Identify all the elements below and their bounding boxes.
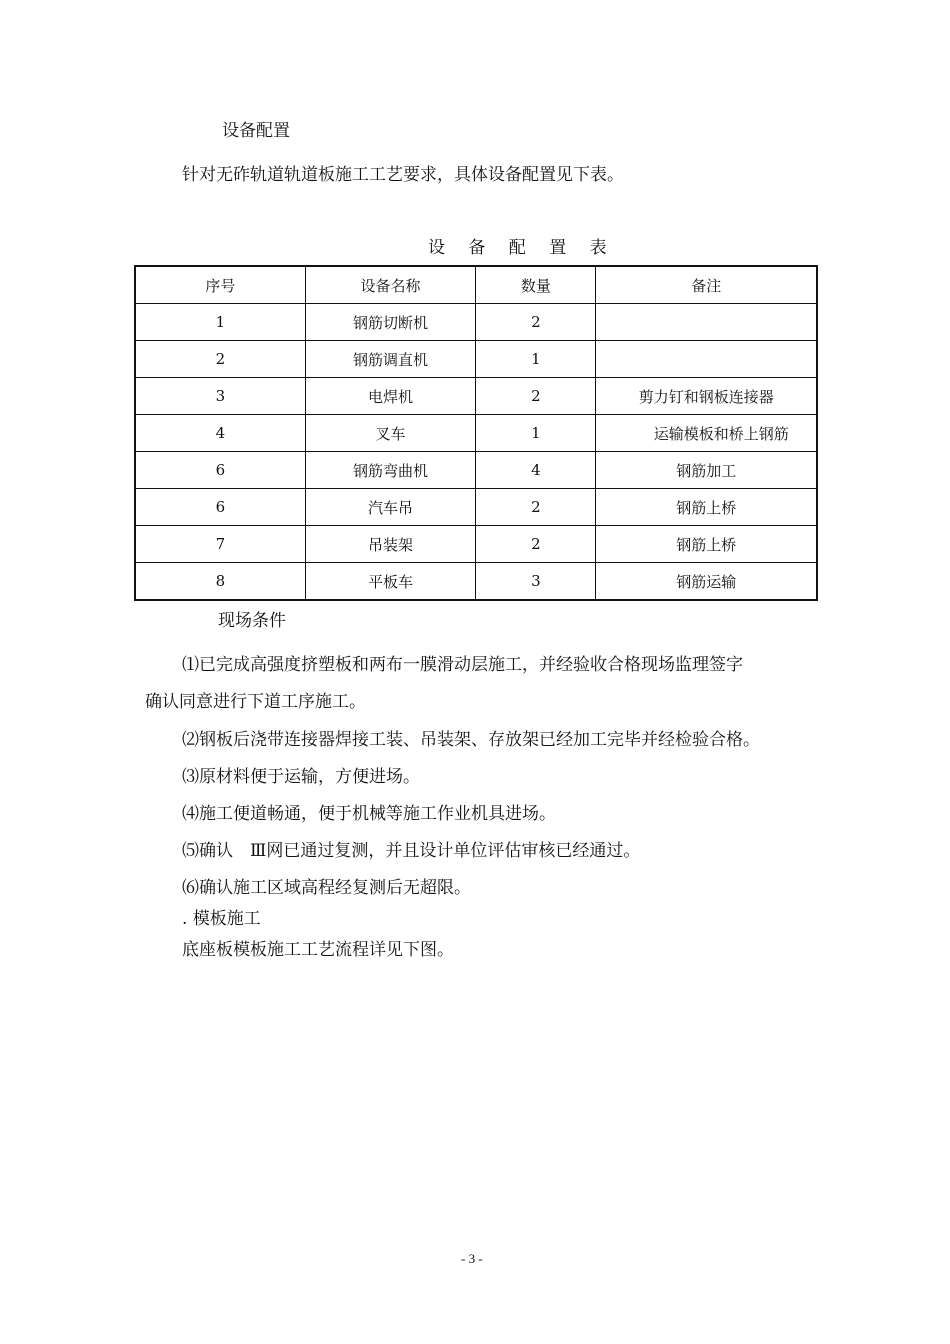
table-row xyxy=(135,489,817,526)
condition-item-1-continued: 确认同意进行下道工序施工。 xyxy=(145,692,366,712)
cell-quantity: 1 xyxy=(476,341,596,378)
cell-equipment-name: 汽车吊 xyxy=(305,489,476,526)
cell-quantity: 2 xyxy=(476,489,596,526)
cell-equipment-name: 平板车 xyxy=(305,563,476,601)
cell-quantity: 2 xyxy=(476,526,596,563)
header-equipment-name: 设备名称 xyxy=(305,266,476,304)
table-row xyxy=(135,452,817,489)
header-quantity: 数量 xyxy=(476,266,596,304)
section-heading-equipment: 设备配置 xyxy=(222,121,290,141)
cell-index: 2 xyxy=(135,341,305,378)
cell-quantity: 4 xyxy=(476,452,596,489)
table-row xyxy=(135,341,817,378)
condition-item-2: ⑵钢板后浇带连接器焊接工装、吊装架、存放架已经加工完毕并经检验合格。 xyxy=(182,730,760,750)
cell-index: 4 xyxy=(135,415,305,452)
table-row xyxy=(135,378,817,415)
section-heading-site-conditions: 现场条件 xyxy=(218,611,286,631)
cell-quantity: 2 xyxy=(476,378,596,415)
cell-equipment-name: 叉车 xyxy=(305,415,476,452)
table-row xyxy=(135,415,817,452)
cell-remarks xyxy=(596,304,817,341)
condition-item-5: ⑸确认 Ⅲ网已通过复测，并且设计单位评估审核已经通过。 xyxy=(182,841,641,861)
header-remarks: 备注 xyxy=(596,266,817,304)
intro-paragraph: 针对无砟轨道轨道板施工工艺要求，具体设备配置见下表。 xyxy=(182,165,624,185)
table-row xyxy=(135,563,817,601)
cell-equipment-name: 电焊机 xyxy=(305,378,476,415)
cell-index: 6 xyxy=(135,452,305,489)
table-header-row xyxy=(135,266,817,304)
table-row xyxy=(135,526,817,563)
cell-quantity: 1 xyxy=(476,415,596,452)
cell-quantity: 2 xyxy=(476,304,596,341)
section-heading-formwork: . 模板施工 xyxy=(182,909,261,929)
condition-item-4: ⑷施工便道畅通，便于机械等施工作业机具进场。 xyxy=(182,804,556,824)
formwork-paragraph: 底座板模板施工工艺流程详见下图。 xyxy=(182,940,454,960)
cell-equipment-name: 吊装架 xyxy=(305,526,476,563)
cell-index: 1 xyxy=(135,304,305,341)
cell-remarks xyxy=(596,341,817,378)
cell-remarks: 钢筋上桥 xyxy=(596,489,817,526)
cell-equipment-name: 钢筋切断机 xyxy=(305,304,476,341)
cell-remarks: 剪力钉和钢板连接器 xyxy=(596,378,817,415)
cell-equipment-name: 钢筋弯曲机 xyxy=(305,452,476,489)
cell-index: 8 xyxy=(135,563,305,601)
condition-item-3: ⑶原材料便于运输，方便进场。 xyxy=(182,767,420,787)
page-number: - 3 - xyxy=(461,1251,483,1266)
condition-item-1: ⑴已完成高强度挤塑板和两布一膜滑动层施工，并经验收合格现场监理签字 xyxy=(182,655,743,675)
condition-item-6: ⑹确认施工区域高程经复测后无超限。 xyxy=(182,878,471,898)
header-index: 序号 xyxy=(135,266,305,304)
table-title: 设 备 配 置 表 xyxy=(428,238,616,258)
cell-equipment-name: 钢筋调直机 xyxy=(305,341,476,378)
cell-remarks: 钢筋加工 xyxy=(596,452,817,489)
equipment-table xyxy=(134,265,818,601)
cell-index: 6 xyxy=(135,489,305,526)
table-row xyxy=(135,304,817,341)
cell-quantity: 3 xyxy=(476,563,596,601)
cell-index: 3 xyxy=(135,378,305,415)
cell-remarks: 钢筋上桥 xyxy=(596,526,817,563)
cell-remarks: 钢筋运输 xyxy=(596,563,817,601)
cell-index: 7 xyxy=(135,526,305,563)
cell-remarks: 运输模板和桥上钢筋 xyxy=(596,415,817,452)
